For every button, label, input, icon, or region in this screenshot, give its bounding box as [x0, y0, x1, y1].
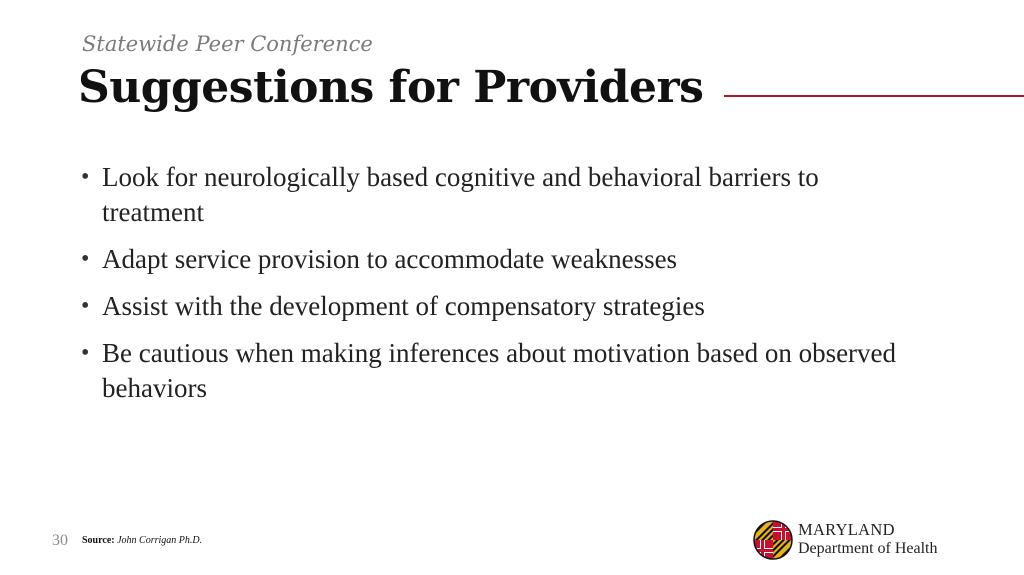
bullet-item — [80, 242, 920, 277]
bullet-dot-icon: • — [81, 293, 90, 319]
bullet-item — [80, 289, 920, 324]
bullet-text: Look for neurologically based cognitive and behavioral barriers to treatment — [102, 162, 819, 227]
maryland-health-logo — [752, 518, 962, 562]
bullet-text: Adapt service provision to accommodate weaknesses — [102, 244, 678, 274]
maryland-flag-seal-icon — [752, 519, 794, 561]
bullet-item — [80, 336, 920, 406]
logo-wordmark — [798, 520, 938, 558]
bullet-text: Assist with the development of compensatory strategies — [102, 291, 705, 321]
title-divider-line — [724, 95, 1024, 97]
logo-line-department: Department of Health — [798, 540, 938, 557]
bullet-dot-icon: • — [81, 164, 90, 190]
slide-subtitle: Statewide Peer Conference — [82, 32, 373, 56]
bullet-text: Be cautious when making inferences about motivation based on observed behaviors — [102, 338, 897, 403]
logo-line-maryland: MARYLAND — [798, 520, 895, 539]
source-author: John Corrigan Ph.D. — [117, 535, 203, 546]
page-number: 30 — [52, 532, 68, 549]
slide-title: Suggestions for Providers — [78, 62, 704, 113]
bullet-dot-icon: • — [81, 340, 90, 366]
source-label: Source: — [82, 535, 115, 546]
bullet-item — [80, 160, 920, 230]
source-citation — [82, 535, 202, 546]
bullet-dot-icon: • — [81, 246, 90, 272]
bullet-list — [80, 160, 920, 418]
